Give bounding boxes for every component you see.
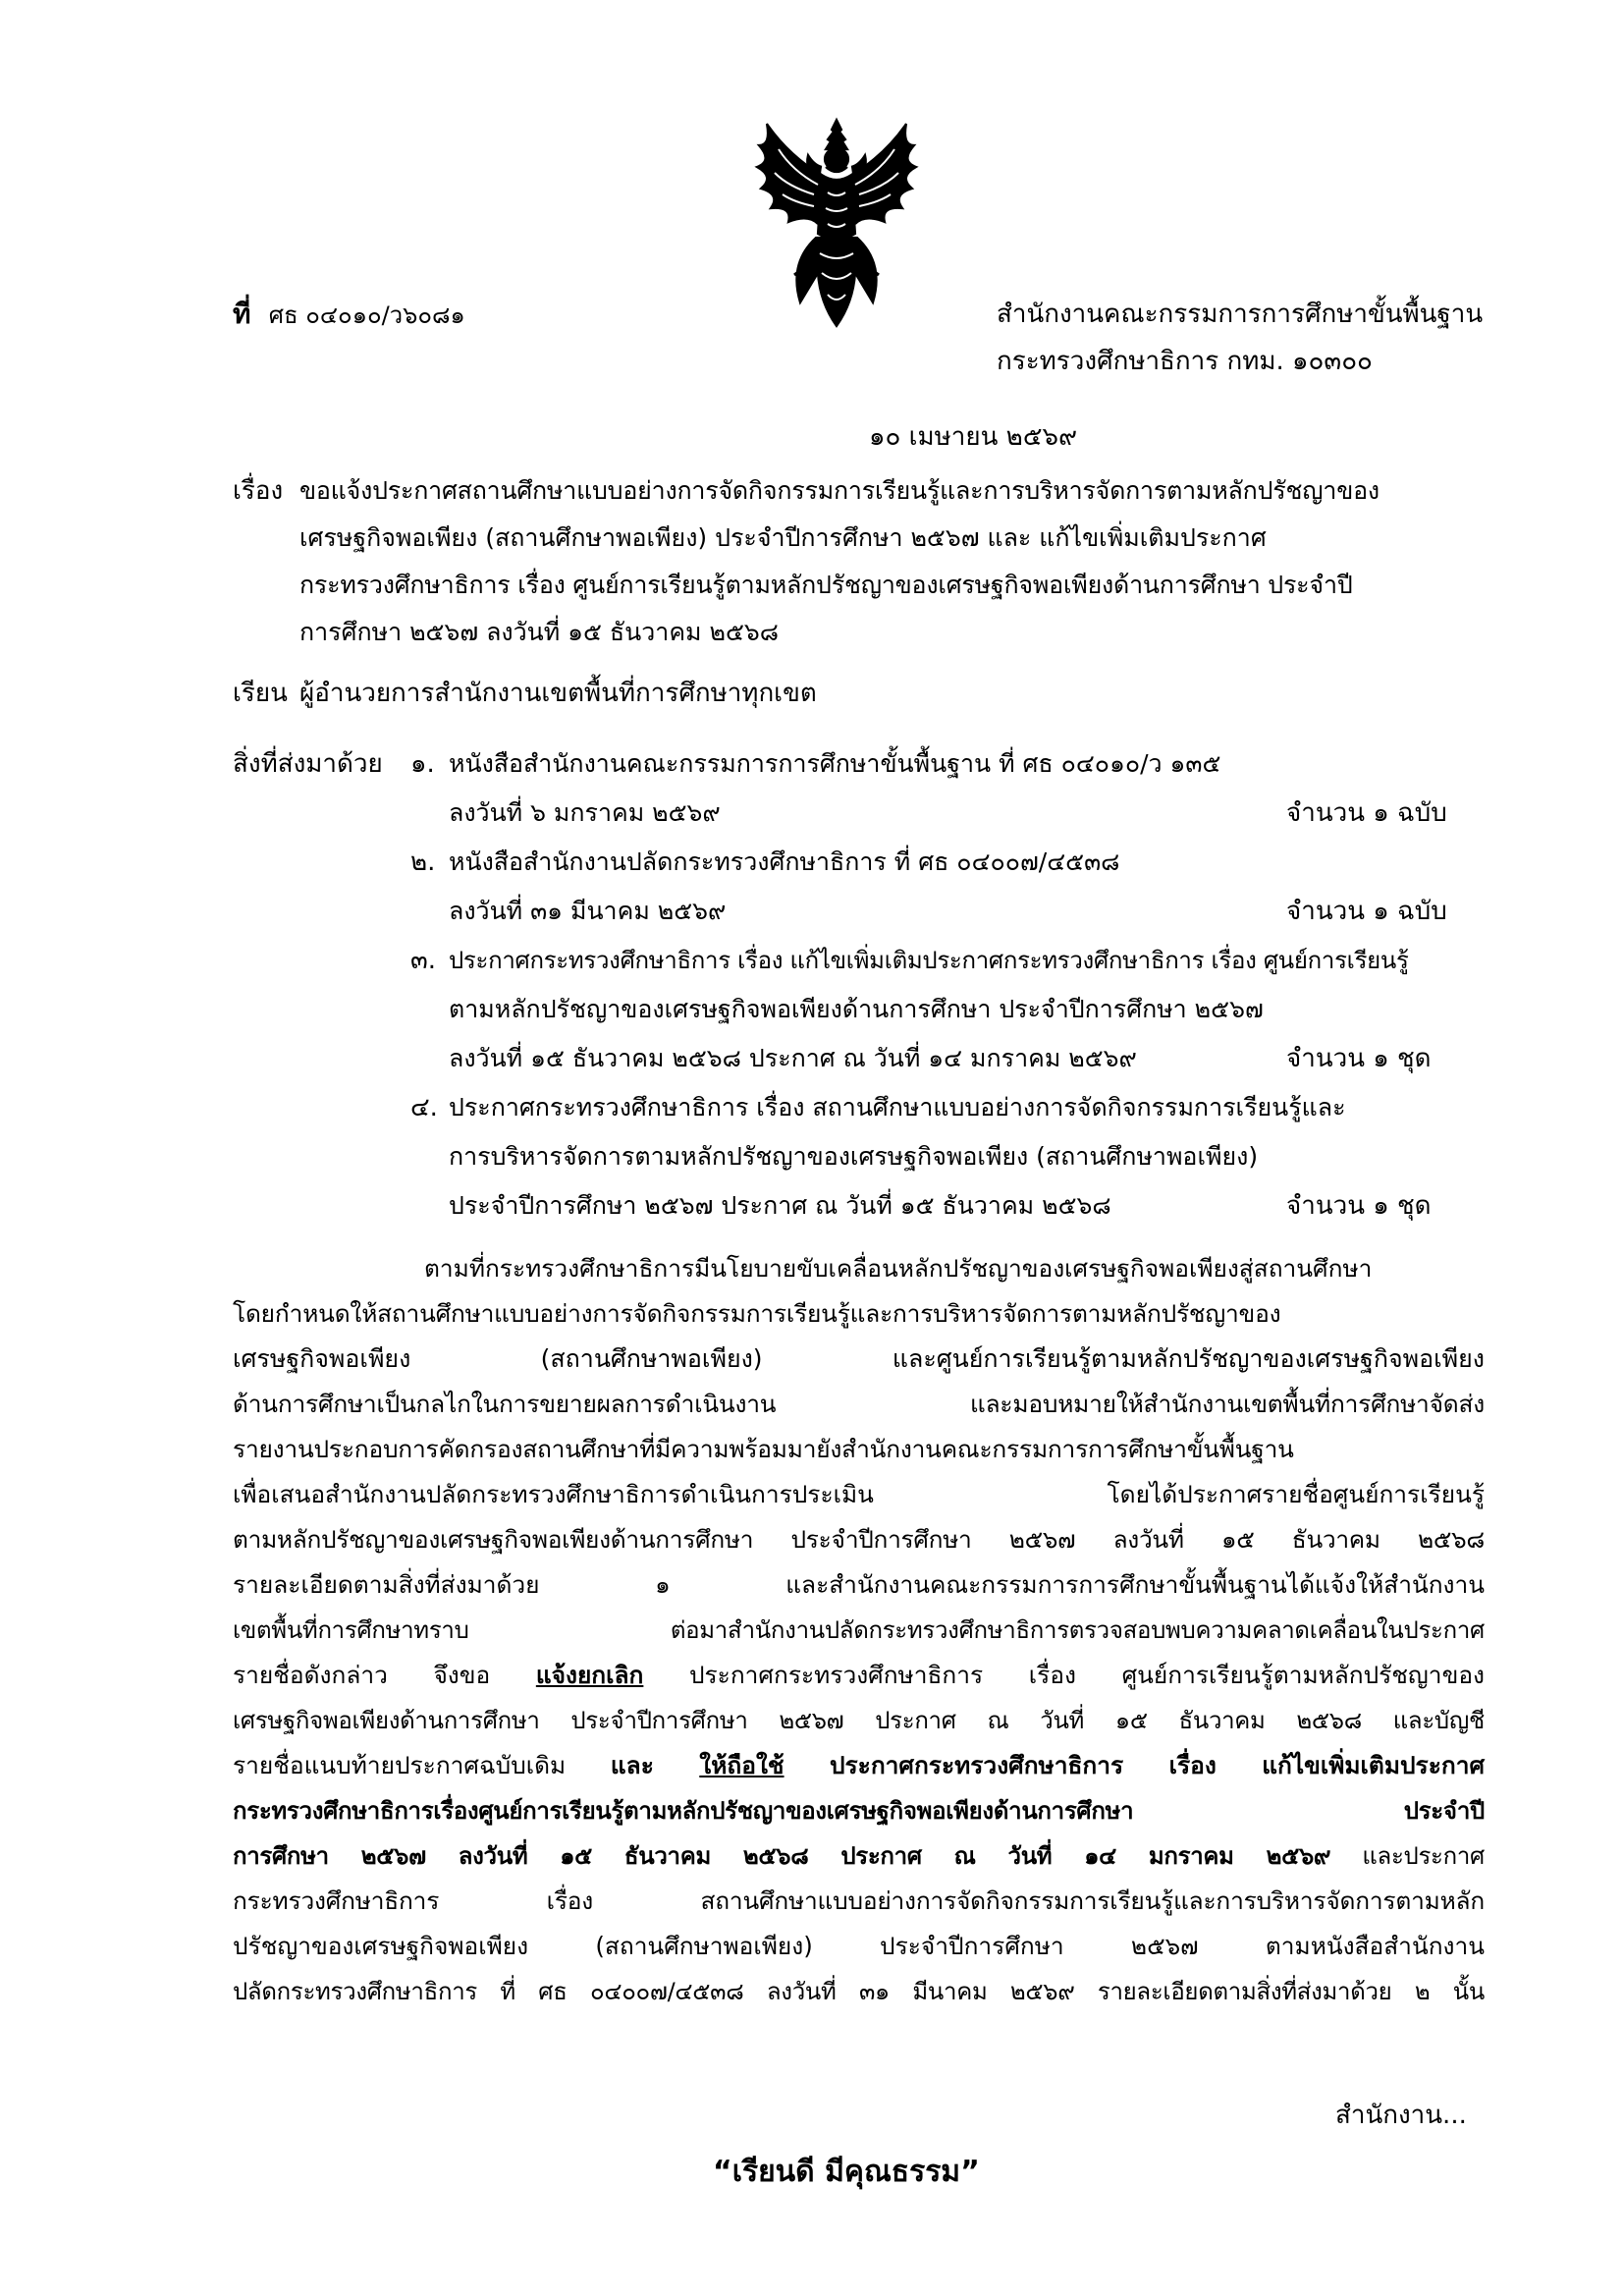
subject-line: ขอแจ้งประกาศสถานศึกษาแบบอย่างการจัดกิจกรรมการเรียนรู้และการบริหารจัดการตามหลักปรัชญาของ	[299, 476, 1380, 505]
body-bold: และ	[610, 1751, 700, 1779]
enclosure-number: ๑.	[410, 749, 435, 779]
enclosure-quantity: จำนวน ๑ ฉบับ	[1286, 798, 1447, 828]
body-line: เศรษฐกิจพอเพียงด้านการศึกษา ประจำปีการศึกษา ๒๕๖๗ ประกาศ ณ วันที่ ๑๕ ธันวาคม ๒๕๖๘ และบัญชี	[233, 1707, 1485, 1734]
enclosure-date: ประจำปีการศึกษา ๒๕๖๗ ประกาศ ณ วันที่ ๑๕ ธันวาคม ๒๕๖๘	[449, 1191, 1111, 1220]
body-line	[233, 1654, 1485, 1698]
cancel-notice-emphasis: แจ้งยกเลิก	[535, 1661, 644, 1689]
enclosure-title: ประกาศกระทรวงศึกษาธิการ เรื่อง สถานศึกษาแบบอย่างการจัดกิจกรรมการเรียนรู้และ	[449, 1093, 1346, 1121]
subject-label: เรื่อง	[233, 476, 284, 506]
continuation-marker: สำนักงาน...	[1335, 2101, 1467, 2130]
body-line: เศรษฐกิจพอเพียง (สถานศึกษาพอเพียง) และศูนย์การเรียนรู้ตามหลักปรัชญาของเศรษฐกิจพอเพียง	[233, 1344, 1485, 1373]
enclosure-date: ลงวันที่ ๑๕ ธันวาคม ๒๕๖๘ ประกาศ ณ วันที่ ๑๔ มกราคม ๒๕๖๙	[449, 1044, 1137, 1072]
motto: “เรียนดี มีคุณธรรม”	[713, 2155, 980, 2189]
body-line: ตามที่กระทรวงศึกษาธิการมีนโยบายขับเคลื่อนหลักปรัชญาของเศรษฐกิจพอเพียงสู่สถานศึกษา	[424, 1254, 1373, 1283]
body-bold: การศึกษา ๒๕๖๗ ลงวันที่ ๑๕ ธันวาคม ๒๕๖๘ ประกาศ ณ วันที่ ๑๔ มกราคม ๒๕๖๙	[233, 1842, 1331, 1870]
body-line: ด้านการศึกษาเป็นกลไกในการขยายผลการดำเนินงาน และมอบหมายให้สำนักงานเขตพื้นที่การศึกษาจัดส่ง	[233, 1390, 1485, 1418]
body-bold: ประกาศกระทรวงศึกษาธิการ เรื่อง แก้ไขเพิ่มเติมประกาศ	[784, 1751, 1486, 1779]
subject-line: การศึกษา ๒๕๖๗ ลงวันที่ ๑๕ ธันวาคม ๒๕๖๘	[299, 618, 780, 646]
enclosures-label: สิ่งที่ส่งมาด้วย	[233, 749, 383, 779]
enclosure-number: ๓.	[410, 946, 437, 975]
office-name: สำนักงานคณะกรรมการการศึกษาขั้นพื้นฐาน	[997, 300, 1484, 329]
enclosure-quantity: จำนวน ๑ ฉบับ	[1286, 897, 1447, 926]
body-line	[233, 1744, 1485, 1788]
enclosure-title: หนังสือสำนักงานคณะกรรมการการศึกษาขั้นพื้นฐาน ที่ ศธ ๐๔๐๑๐/ว ๑๓๕	[449, 749, 1221, 778]
body-bold: กระทรวงศึกษาธิการเรื่องศูนย์การเรียนรู้ตามหลักปรัชญาของเศรษฐกิจพอเพียงด้านการศึกษา ประจำปี	[233, 1797, 1485, 1825]
document-date: ๑๐ เมษายน ๒๕๖๙	[869, 422, 1078, 452]
reference-block	[233, 293, 465, 337]
recipient-label: เรียน	[233, 679, 288, 708]
enclosure-title-cont: ตามหลักปรัชญาของเศรษฐกิจพอเพียงด้านการศึกษา ประจำปีการศึกษา ๒๕๖๗	[449, 995, 1264, 1023]
recipient-name: ผู้อำนวยการสำนักงานเขตพื้นที่การศึกษาทุกเขต	[299, 679, 817, 708]
enclosure-date: ลงวันที่ ๓๑ มีนาคม ๒๕๖๙	[449, 897, 727, 925]
body-line: เขตพื้นที่การศึกษาทราบ ต่อมาสำนักงานปลัดกระทรวงศึกษาธิการตรวจสอบพบความคลาดเคลื่อนในประกาศ	[233, 1616, 1485, 1644]
enclosure-date: ลงวันที่ ๖ มกราคม ๒๕๖๙	[449, 798, 721, 827]
reference-label: ที่	[233, 298, 251, 330]
body-line: รายละเอียดตามสิ่งที่ส่งมาด้วย ๑ และสำนักงานคณะกรรมการการศึกษาขั้นพื้นฐานได้แจ้งให้สำนักงาน	[233, 1570, 1485, 1599]
body-text: รายชื่อดังกล่าว จึงขอ	[233, 1661, 536, 1689]
enclosure-number: ๔.	[410, 1093, 438, 1122]
enclosure-title: ประกาศกระทรวงศึกษาธิการ เรื่อง แก้ไขเพิ่มเติมประกาศกระทรวงศึกษาธิการ เรื่อง ศูนย์การเรียนรู้	[449, 947, 1409, 974]
body-text: ประกาศกระทรวงศึกษาธิการ เรื่อง ศูนย์การเรียนรู้ตามหลักปรัชญาของ	[643, 1661, 1485, 1689]
subject-line: กระทรวงศึกษาธิการ เรื่อง ศูนย์การเรียนรู้ตามหลักปรัชญาของเศรษฐกิจพอเพียงด้านการศึกษา ประจำปี	[299, 571, 1353, 599]
body-line	[233, 1834, 1485, 1879]
body-text: และประกาศ	[1330, 1842, 1485, 1870]
body-line: เพื่อเสนอสำนักงานปลัดกระทรวงศึกษาธิการดำเนินการประเมิน โดยได้ประกาศรายชื่อศูนย์การเรียนรู้	[233, 1480, 1485, 1508]
enclosure-title: หนังสือสำนักงานปลัดกระทรวงศึกษาธิการ ที่ ศธ ๐๔๐๐๗/๔๕๓๘	[449, 847, 1120, 876]
enclosure-quantity: จำนวน ๑ ชุด	[1286, 1191, 1432, 1221]
reference-number: ศธ ๐๔๐๑๐/ว๖๐๘๑	[268, 301, 465, 329]
body-line: กระทรวงศึกษาธิการ เรื่อง สถานศึกษาแบบอย่างการจัดกิจกรรมการเรียนรู้และการบริหารจัดการตามหลัก	[233, 1886, 1485, 1915]
garuda-emblem-icon	[749, 116, 924, 332]
body-line: โดยกำหนดให้สถานศึกษาแบบอย่างการจัดกิจกรรมการเรียนรู้และการบริหารจัดการตามหลักปรัชญาของ	[233, 1299, 1281, 1328]
subject-line: เศรษฐกิจพอเพียง (สถานศึกษาพอเพียง) ประจำปีการศึกษา ๒๕๖๗ และ แก้ไขเพิ่มเติมประกาศ	[299, 523, 1267, 552]
adopt-notice-emphasis: ให้ถือใช้	[699, 1751, 784, 1779]
enclosure-quantity: จำนวน ๑ ชุด	[1286, 1044, 1432, 1073]
body-line: ปลัดกระทรวงศึกษาธิการ ที่ ศธ ๐๔๐๐๗/๔๕๓๘ ลงวันที่ ๓๑ มีนาคม ๒๕๖๙ รายละเอียดตามสิ่งที่ส่งมาด้วย ๒ นั้น	[233, 1978, 1485, 2005]
body-line: ปรัชญาของเศรษฐกิจพอเพียง (สถานศึกษาพอเพียง) ประจำปีการศึกษา ๒๕๖๗ ตามหนังสือสำนักงาน	[233, 1932, 1485, 1960]
body-line	[233, 1789, 1485, 1833]
body-line: ตามหลักปรัชญาของเศรษฐกิจพอเพียงด้านการศึกษา ประจำปีการศึกษา ๒๕๖๗ ลงวันที่ ๑๕ ธันวาคม ๒๕๖๘	[233, 1525, 1485, 1554]
body-line: รายงานประกอบการคัดกรองสถานศึกษาที่มีความพร้อมมายังสำนักงานคณะกรรมการการศึกษาขั้นพื้นฐาน	[233, 1435, 1294, 1463]
body-text: รายชื่อแนบท้ายประกาศฉบับเดิม	[233, 1751, 611, 1779]
enclosure-number: ๒.	[410, 847, 436, 877]
office-address: กระทรวงศึกษาธิการ กทม. ๑๐๓๐๐	[997, 347, 1373, 376]
enclosure-title-cont: การบริหารจัดการตามหลักปรัชญาของเศรษฐกิจพอเพียง (สถานศึกษาพอเพียง)	[449, 1142, 1259, 1171]
